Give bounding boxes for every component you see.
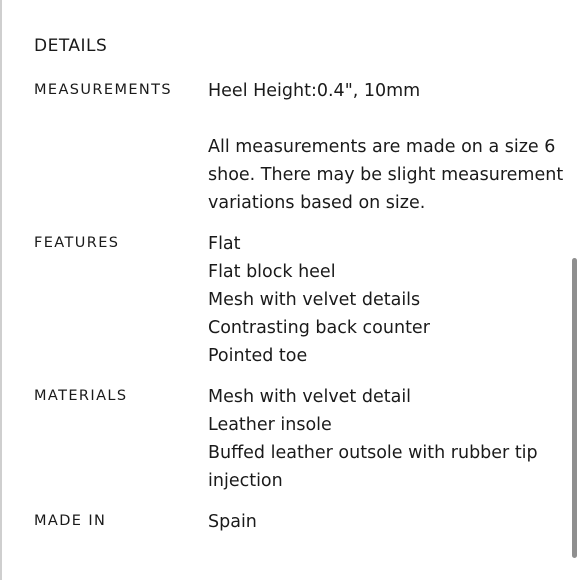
- material-item: injection: [208, 471, 283, 491]
- features-label: FEATURES: [34, 235, 120, 251]
- made-in-label: MADE IN: [34, 513, 107, 529]
- feature-item: Mesh with velvet details: [208, 290, 421, 310]
- heel-height-value: Heel Height:0.4", 10mm: [208, 81, 421, 101]
- measurements-note: [208, 133, 564, 217]
- details-heading: DETAILS: [34, 36, 108, 56]
- material-item: Leather insole: [208, 415, 332, 435]
- material-item: Buffed leather outsole with rubber tip: [208, 443, 538, 463]
- feature-item: Contrasting back counter: [208, 318, 430, 338]
- materials-values: [208, 383, 553, 495]
- measurements-label: MEASUREMENTS: [34, 82, 173, 98]
- measurements-note-line: All measurements are made on a size 6: [208, 137, 556, 157]
- features-values: [208, 230, 553, 370]
- made-in-value: Spain: [208, 512, 257, 532]
- feature-item: Flat: [208, 234, 241, 254]
- page-edge: [0, 0, 2, 580]
- scrollbar-thumb[interactable]: [572, 258, 577, 558]
- feature-item: Flat block heel: [208, 262, 336, 282]
- measurements-values: [208, 77, 564, 217]
- measurements-note-line: shoe. There may be slight measurement: [208, 165, 564, 185]
- made-in-values: [208, 508, 553, 536]
- measurements-note-line: variations based on size.: [208, 193, 426, 213]
- material-item: Mesh with velvet detail: [208, 387, 412, 407]
- materials-label: MATERIALS: [34, 388, 128, 404]
- feature-item: Pointed toe: [208, 346, 308, 366]
